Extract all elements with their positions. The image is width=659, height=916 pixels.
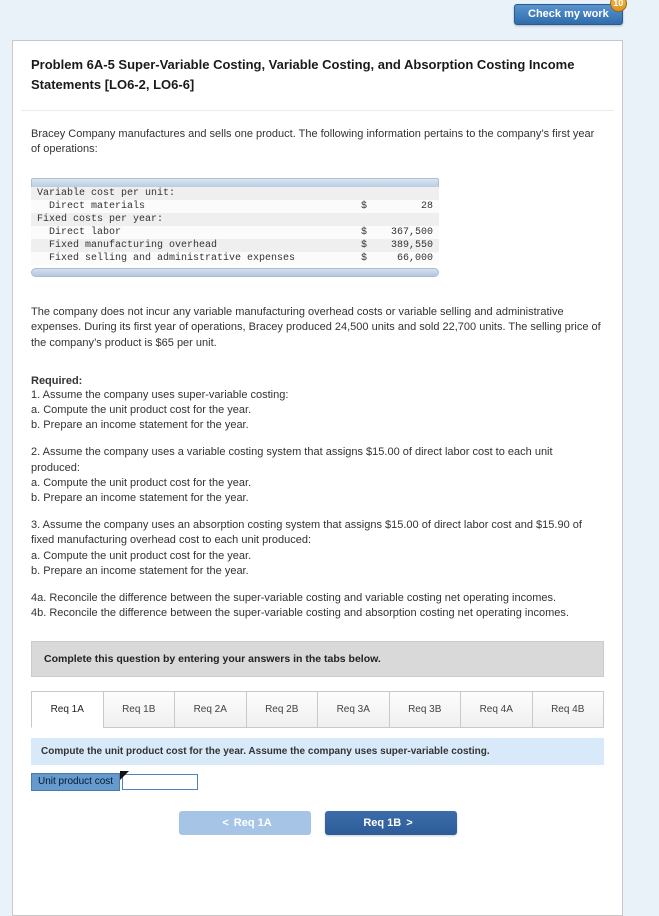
prev-tab-label: Req 1A [233, 817, 272, 830]
unit-product-cost-row [31, 773, 604, 791]
next-tab-label: Req 1B [363, 817, 402, 830]
tab-req-1a[interactable]: Req 1A [31, 691, 104, 728]
tab-instruction: Compute the unit product cost for the year. Assume the company uses super-variable costing. [31, 738, 604, 765]
currency-symbol: $ [361, 239, 368, 251]
cost-table-row [31, 200, 439, 213]
requirement-line: 3. Assume the company uses an absorption costing system that assigns $15.00 of direct labor cost and $15.90 of fixed manufacturing overhead cost to each unit produced: [31, 519, 582, 547]
cost-table [31, 178, 439, 277]
cost-table-row [31, 252, 439, 265]
cost-label: Fixed selling and administrative expenses [49, 252, 296, 264]
requirement-line: a. Compute the unit product cost for the year. [31, 404, 252, 417]
requirement-line: b. Prepare an income statement for the year. [31, 491, 249, 504]
requirement-group-2 [21, 445, 614, 506]
cost-table-row [31, 213, 439, 226]
cost-amount: 389,550 [390, 239, 433, 251]
requirement-line: b. Prepare an income statement for the year. [31, 564, 249, 577]
cost-label: Variable cost per unit: [37, 187, 176, 199]
cost-amount: 367,500 [390, 226, 433, 238]
requirement-line: b. Prepare an income statement for the year. [31, 419, 249, 432]
requirement-group-3 [21, 518, 614, 579]
requirement-group-4 [21, 591, 614, 621]
problem-panel [12, 40, 623, 916]
requirement-line: a. Compute the unit product cost for the year. [31, 476, 252, 489]
cost-table-row [31, 239, 439, 252]
check-my-work-button[interactable] [514, 0, 624, 25]
attempts-badge: 10 [610, 0, 627, 12]
required-label: Required: [31, 374, 83, 387]
cost-table-row [31, 187, 439, 200]
cost-label: Fixed costs per year: [37, 213, 164, 225]
requirement-line: 1. Assume the company uses super-variable costing: [31, 388, 289, 401]
currency-symbol: $ [361, 226, 368, 238]
prev-tab-button[interactable] [179, 811, 311, 835]
cost-amount: 28 [420, 200, 433, 212]
tab-navigation [21, 811, 614, 835]
cost-table-row [31, 226, 439, 239]
tab-req-2a[interactable]: Req 2A [174, 691, 247, 728]
unit-product-cost-label: Unit product cost [31, 773, 120, 791]
unit-product-cost-input[interactable] [122, 774, 198, 790]
tab-req-4a[interactable]: Req 4A [460, 691, 533, 728]
tab-req-2b[interactable]: Req 2B [246, 691, 319, 728]
cost-amount: 66,000 [396, 252, 433, 264]
req-tabs [31, 691, 604, 728]
requirement-line: 2. Assume the company uses a variable costing system that assigns $15.00 of direct labor cost to each unit produced: [31, 446, 553, 474]
cost-label: Direct materials [49, 200, 146, 212]
requirement-group-1 [21, 388, 614, 434]
cost-table-footer-bar [31, 268, 439, 277]
check-my-work-label: Check my work [528, 8, 609, 20]
cost-table-header-bar [31, 178, 439, 187]
tab-req-3a[interactable]: Req 3A [317, 691, 390, 728]
tab-req-4b[interactable]: Req 4B [532, 691, 605, 728]
cost-label: Direct labor [49, 226, 122, 238]
requirement-line: 4b. Reconcile the difference between the super-variable costing and absorption costing net operating incomes. [31, 607, 569, 620]
intro-paragraph: Bracey Company manufactures and sells one product. The following information pertains to the company’s first year of operations: [31, 128, 595, 156]
tab-req-1b[interactable]: Req 1B [103, 691, 176, 728]
currency-symbol: $ [361, 252, 368, 264]
requirement-line: 4a. Reconcile the difference between the super-variable costing and variable costing net operating incomes. [31, 591, 557, 604]
details-paragraph: The company does not incur any variable manufacturing overhead costs or variable selling and administrative expenses. During its first year of operations, Bracey produced 24,500 units and sold 22,700 units. The selling price of the company’s product is $65 per unit. [31, 305, 601, 349]
check-my-work-container [514, 0, 624, 25]
chevron-right-icon: > [406, 817, 413, 830]
answers-instruction-banner: Complete this question by entering your answers in the tabs below. [31, 641, 604, 677]
requirement-line: a. Compute the unit product cost for the year. [31, 549, 252, 562]
tab-req-3b[interactable]: Req 3B [389, 691, 462, 728]
next-tab-button[interactable] [325, 811, 457, 835]
cursor-icon [120, 771, 129, 780]
chevron-left-icon: < [222, 817, 229, 830]
problem-title: Problem 6A-5 Super-Variable Costing, Variable Costing, and Absorption Costing Income Statements [LO6-2, LO6-6] [21, 49, 614, 111]
currency-symbol: $ [361, 200, 368, 212]
cost-label: Fixed manufacturing overhead [49, 239, 218, 251]
